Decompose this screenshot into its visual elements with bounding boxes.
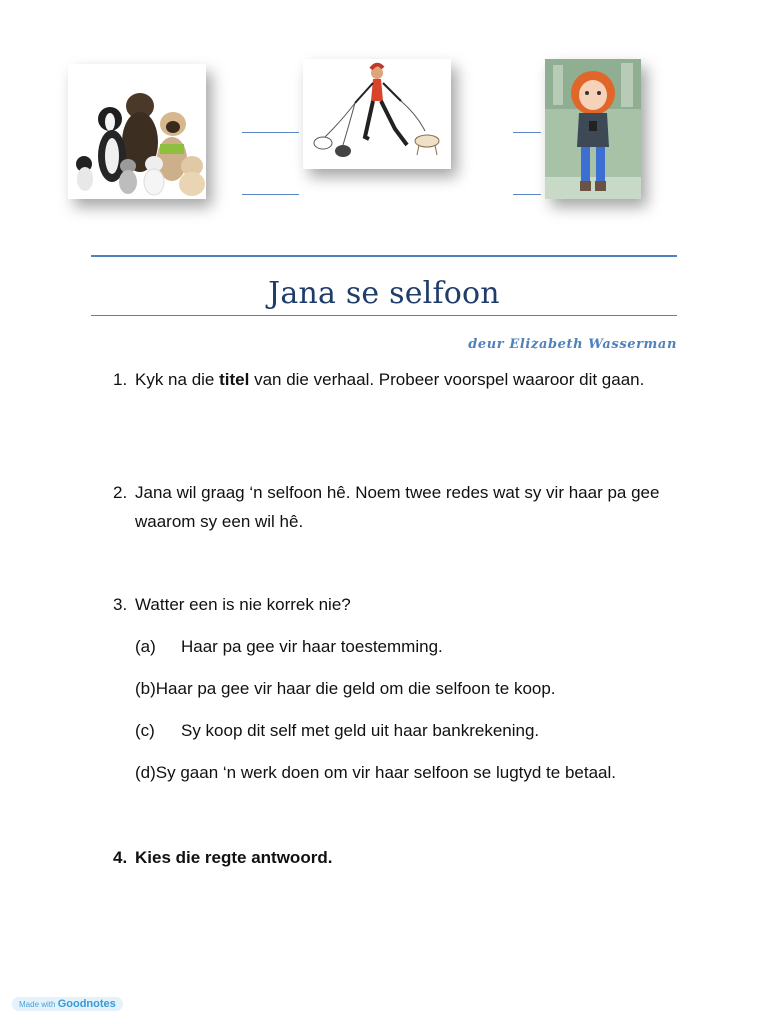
answer-blank-line[interactable] — [242, 194, 299, 195]
girl-with-phone-image — [545, 59, 641, 199]
question-4 — [113, 843, 673, 872]
option-text: Sy koop dit self met geld uit haar bankrekening. — [181, 721, 540, 740]
option-label: (c) — [135, 721, 155, 740]
dogs-illustration — [68, 64, 206, 199]
answer-blank-line[interactable] — [513, 132, 541, 133]
question-number: 2. — [113, 483, 128, 502]
question-text: Jana wil graag ‘n selfoon hê. Noem twee redes wat sy vir haar pa gee waarom sy een wil hê. — [135, 483, 660, 531]
girl-with-phone-illustration — [545, 59, 641, 199]
option-label: (a) — [135, 637, 156, 656]
question-1 — [113, 365, 673, 394]
title-rule-bottom — [91, 315, 677, 316]
question-text-part: van die verhaal. Probeer voorspel waaroor dit gaan. — [249, 370, 645, 389]
option-label: (b) — [135, 679, 156, 698]
option-text: Sy gaan ‘n werk doen om vir haar selfoon se lugtyd te betaal. — [155, 763, 616, 782]
watermark-prefix: Made with — [19, 1000, 56, 1009]
author-byline: deur Elizabeth Wasserman — [468, 337, 677, 352]
dogs-group-image — [68, 64, 206, 199]
question-text-part: Kyk na die — [135, 370, 220, 389]
dog-walker-image — [303, 59, 451, 169]
question-bold-word: titel — [219, 370, 250, 389]
option-label: (d) — [135, 763, 156, 782]
watermark-brand: Goodnotes — [57, 998, 116, 1010]
answer-blank-line[interactable] — [242, 132, 299, 133]
answer-blank-line[interactable] — [513, 194, 541, 195]
option-text: Haar pa gee vir haar die geld om die selfoon te koop. — [155, 679, 556, 698]
page-title: Jana se selfoon — [268, 276, 500, 311]
option-c[interactable] — [135, 719, 539, 743]
question-text — [135, 365, 673, 394]
question-3 — [113, 590, 673, 619]
question-number: 1. — [113, 370, 128, 389]
question-number: 4. — [113, 848, 128, 867]
question-number: 3. — [113, 595, 128, 614]
dog-walker-illustration — [303, 59, 451, 169]
option-a[interactable] — [135, 635, 443, 659]
question-2 — [113, 478, 673, 536]
title-rule-top — [91, 255, 677, 257]
goodnotes-watermark — [12, 997, 123, 1011]
option-d[interactable] — [135, 761, 616, 785]
question-text: Kies die regte antwoord. — [135, 848, 333, 867]
option-b[interactable] — [135, 677, 556, 701]
option-text: Haar pa gee vir haar toestemming. — [181, 637, 443, 656]
question-text: Watter een is nie korrek nie? — [135, 595, 351, 614]
